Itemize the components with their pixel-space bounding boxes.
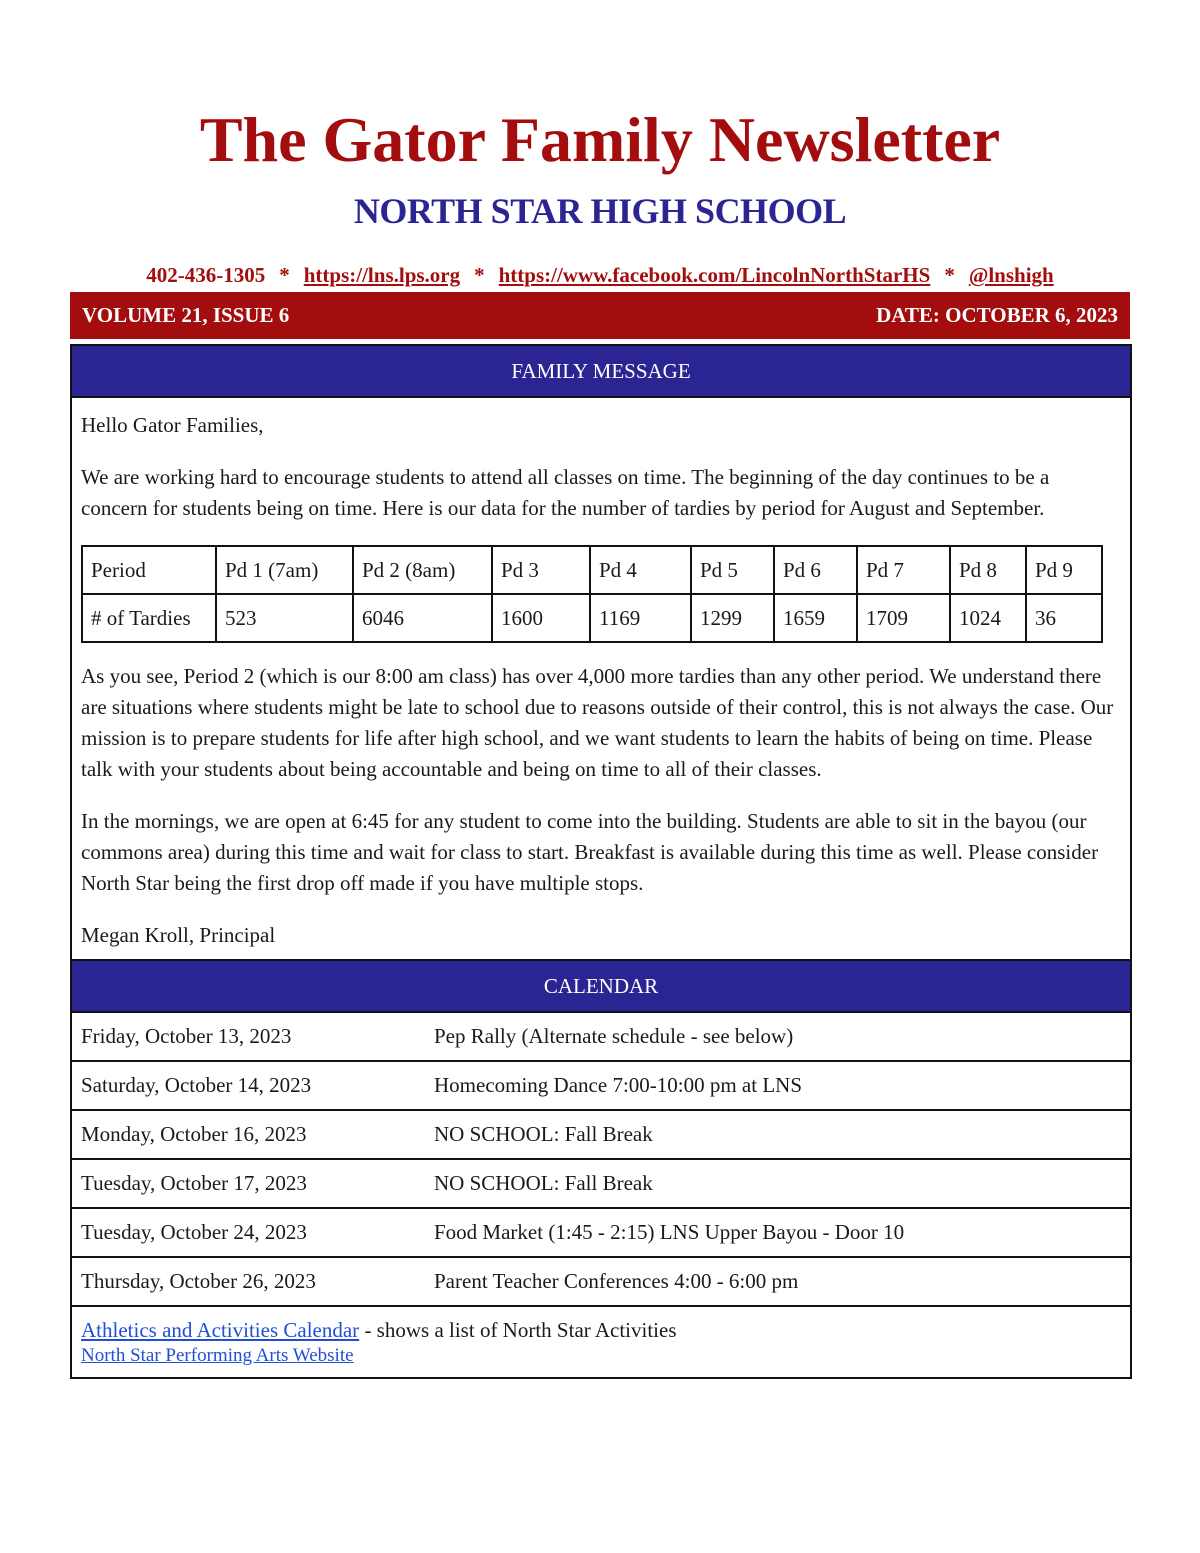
table-cell: Pd 6 [774, 546, 857, 594]
separator: * [474, 263, 485, 287]
event-description: Food Market (1:45 - 2:15) LNS Upper Bayou - Door 10 [434, 1220, 905, 1244]
content-box [70, 344, 1132, 1379]
table-cell: Pd 8 [950, 546, 1026, 594]
table-cell: 1659 [774, 594, 857, 642]
calendar-links [72, 1305, 1130, 1379]
table-cell: Pd 1 (7am) [216, 546, 353, 594]
phone-number: 402-436-1305 [146, 263, 266, 287]
table-cell: Pd 7 [857, 546, 950, 594]
separator: * [279, 263, 290, 287]
performing-arts-link[interactable]: North Star Performing Arts Website [81, 1345, 354, 1366]
message-paragraph: We are working hard to encourage students to attend all classes on time. The beginning of the day continues to be a concern for students being on time. Here is our data for the number of tardies by period for August and September. [81, 465, 1050, 520]
calendar-row [72, 1158, 1130, 1207]
table-cell: Pd 3 [492, 546, 590, 594]
signature: Megan Kroll, Principal [81, 923, 276, 947]
athletics-calendar-link[interactable]: Athletics and Activities Calendar [81, 1318, 360, 1342]
event-description: Parent Teacher Conferences 4:00 - 6:00 pm [434, 1269, 799, 1293]
table-cell: Period [82, 546, 216, 594]
table-cell: 1024 [950, 594, 1026, 642]
website-link[interactable]: https://lns.lps.org [303, 263, 461, 287]
twitter-link[interactable]: @lnshigh [968, 263, 1054, 287]
calendar-list [72, 1013, 1130, 1305]
table-cell: 523 [216, 594, 353, 642]
family-message-body [72, 398, 1130, 959]
event-date: Saturday, October 14, 2023 [81, 1073, 312, 1097]
event-description: Pep Rally (Alternate schedule - see below) [434, 1024, 794, 1048]
event-date: Tuesday, October 24, 2023 [81, 1220, 307, 1244]
event-description: NO SCHOOL: Fall Break [434, 1122, 653, 1146]
athletics-line [81, 1317, 1121, 1343]
message-paragraph: In the mornings, we are open at 6:45 for any student to come into the building. Students are able to sit in the bayou (our commons area) during this time and wait for class to start. Breakfast is available during this time as well. Please consider North Star being the first drop off made if you have multiple stops. [81, 809, 1099, 895]
calendar-row [72, 1060, 1130, 1109]
separator: * [944, 263, 955, 287]
table-row [82, 594, 1102, 642]
table-cell: Pd 5 [691, 546, 774, 594]
event-date: Friday, October 13, 2023 [81, 1024, 292, 1048]
table-cell: 6046 [353, 594, 492, 642]
table-cell: 1299 [691, 594, 774, 642]
tardy-table [81, 545, 1103, 643]
table-cell: # of Tardies [82, 594, 216, 642]
event-date: Tuesday, October 17, 2023 [81, 1171, 307, 1195]
table-cell: 1600 [492, 594, 590, 642]
table-cell: 36 [1026, 594, 1102, 642]
calendar-row [72, 1207, 1130, 1256]
table-row [82, 546, 1102, 594]
calendar-row [72, 1013, 1130, 1060]
issue-banner [70, 292, 1130, 339]
table-cell: Pd 4 [590, 546, 691, 594]
event-description: NO SCHOOL: Fall Break [434, 1171, 653, 1195]
table-cell: 1709 [857, 594, 950, 642]
volume-issue: VOLUME 21, ISSUE 6 [82, 303, 290, 327]
arts-line [81, 1343, 1121, 1369]
table-cell: Pd 2 (8am) [353, 546, 492, 594]
newsletter-title: The Gator Family Newsletter [199, 104, 1001, 175]
school-name: NORTH STAR HIGH SCHOOL [353, 191, 847, 231]
event-date: Monday, October 16, 2023 [81, 1122, 307, 1146]
calendar-row [72, 1109, 1130, 1158]
facebook-link[interactable]: https://www.facebook.com/LincolnNorthStarHS [498, 263, 931, 287]
table-cell: 1169 [590, 594, 691, 642]
event-date: Thursday, October 26, 2023 [81, 1269, 316, 1293]
event-description: Homecoming Dance 7:00-10:00 pm at LNS [434, 1073, 803, 1097]
family-message-heading: FAMILY MESSAGE [72, 346, 1130, 398]
table-cell: Pd 9 [1026, 546, 1102, 594]
athletics-description: - shows a list of North Star Activities [359, 1318, 677, 1342]
greeting: Hello Gator Families, [81, 413, 264, 437]
calendar-heading: CALENDAR [72, 959, 1130, 1013]
message-paragraph: As you see, Period 2 (which is our 8:00 am class) has over 4,000 more tardies than any other period. We understand there are situations where students might be late to school due to reasons outside of their control, this is not always the case. Our mission is to prepare students for life after high school, and we want students to learn the habits of being on time. Please talk with your students about being accountable and being on time to all of their classes. [81, 664, 1114, 781]
issue-date: DATE: OCTOBER 6, 2023 [876, 303, 1118, 327]
contact-line [70, 261, 1130, 289]
calendar-row [72, 1256, 1130, 1305]
